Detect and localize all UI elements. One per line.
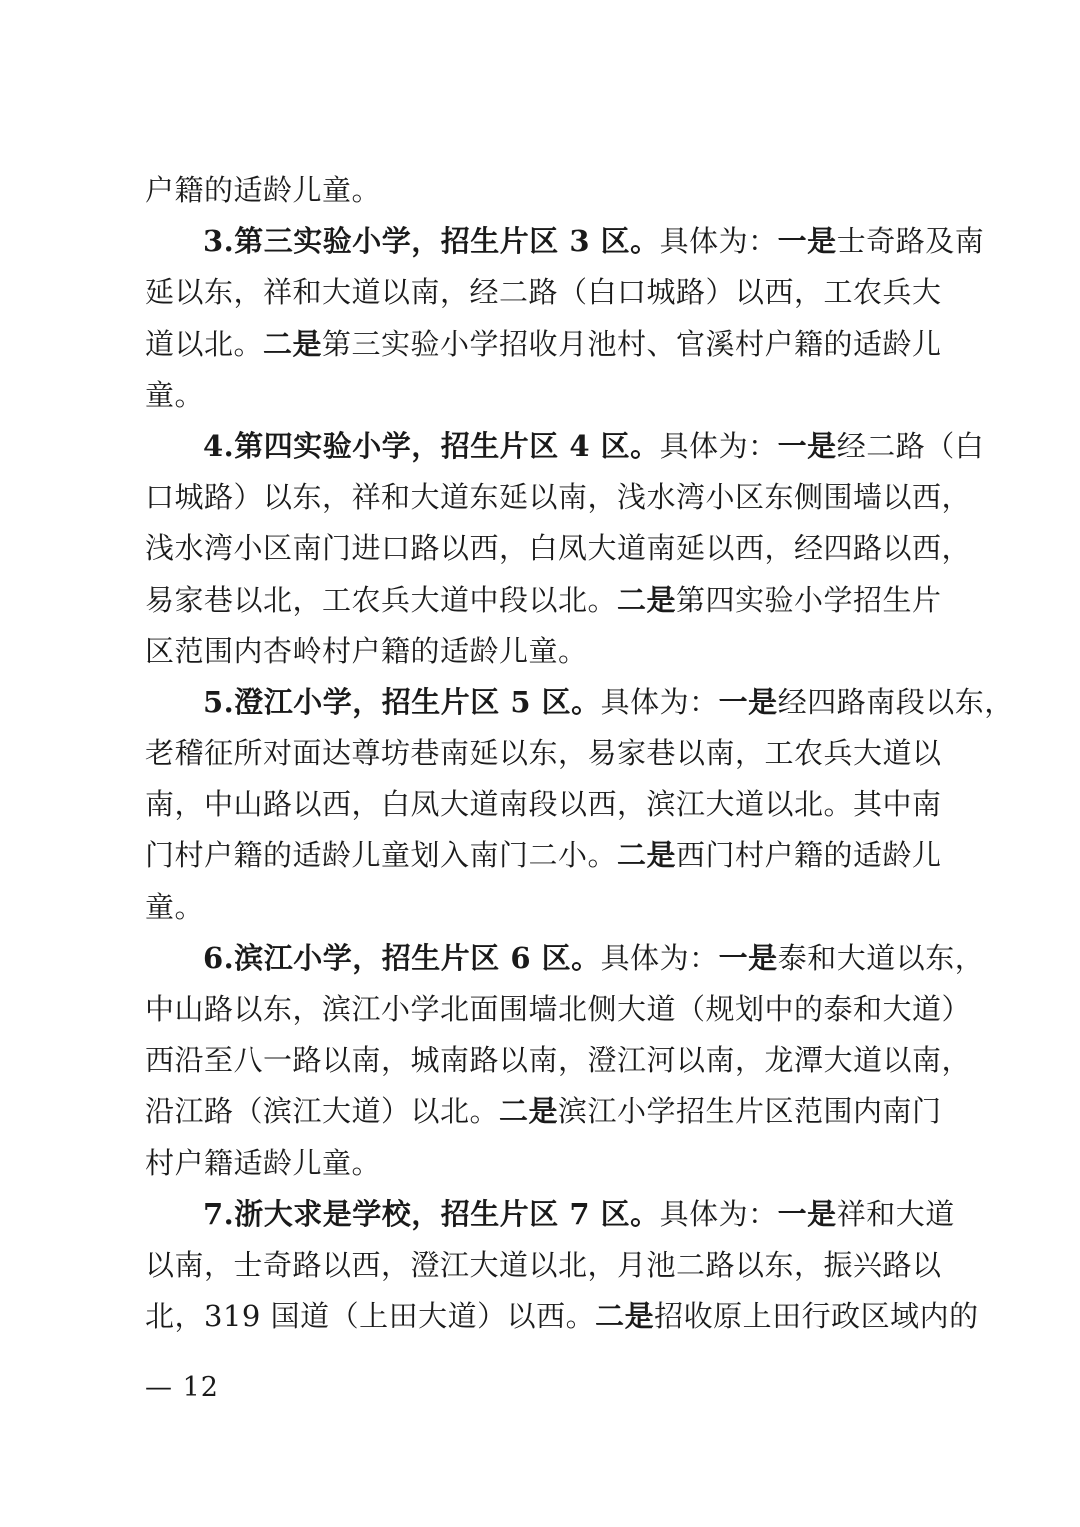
- text-run: 士奇路及南: [836, 224, 985, 259]
- text-run: 户籍的适龄儿童。: [145, 173, 382, 207]
- text-run: 延以东，祥和大道以南，经二路（白口城路）以西，工农兵大: [145, 275, 942, 310]
- document-body: [145, 165, 1014, 1342]
- text-run: 村户籍适龄儿童。: [145, 1145, 382, 1180]
- text-run: 区范围内杏岭村户籍的适龄儿童。: [145, 633, 588, 668]
- text-run: 具体为：: [659, 1196, 778, 1231]
- page-number: — 12: [145, 1372, 219, 1403]
- text-line: [145, 984, 972, 1035]
- text-run: 第四实验小学招生片: [676, 582, 942, 617]
- text-run: 滨江小学招生片区范围内南门: [558, 1094, 942, 1129]
- text-line: [145, 472, 972, 523]
- text-run: 第三实验小学招收月池村、官溪村户籍的适龄儿: [322, 326, 942, 361]
- text-line: [145, 1086, 940, 1137]
- text-run: 沿江路（滨江大道）以北。: [145, 1094, 500, 1129]
- emphasis-run: 一是: [777, 428, 837, 463]
- text-line: [145, 165, 940, 216]
- text-line: [145, 421, 985, 472]
- text-line: [145, 779, 940, 830]
- text-run: 西沿至八一路以南，城南路以南，澄江河以南，龙潭大道以南，: [145, 1043, 972, 1078]
- text-run: 西门村户籍的适龄儿: [676, 838, 942, 873]
- text-run: 浅水湾小区南门进口路以西，白凤大道南延以西，经四路以西，: [145, 531, 972, 566]
- text-run: 童。: [145, 377, 205, 412]
- text-line: [145, 933, 985, 984]
- text-line: [145, 626, 940, 677]
- emphasis-run: 一是: [718, 684, 778, 719]
- text-run: 以南，士奇路以西，澄江大道以北，月池二路以东，振兴路以: [145, 1247, 942, 1282]
- text-run: 南，中山路以西，白凤大道南段以西，滨江大道以北。其中南: [145, 787, 942, 822]
- text-line: [145, 1240, 940, 1291]
- emphasis-run: 一是: [777, 1196, 837, 1231]
- text-run: 具体为：: [600, 684, 719, 719]
- text-line: [145, 728, 940, 779]
- text-run: 口城路）以东，祥和大道东延以南，浅水湾小区东侧围墙以西，: [145, 480, 972, 515]
- text-run: 具体为：: [600, 940, 719, 975]
- emphasis-run: 二是: [617, 582, 677, 617]
- text-run: 具体为：: [659, 224, 778, 259]
- section-heading: 6.滨江小学，招生片区 6 区。: [203, 940, 601, 975]
- text-run: 门村户籍的适龄儿童划入南门二小。: [145, 838, 618, 873]
- text-line: [145, 677, 1014, 728]
- emphasis-run: 一是: [777, 224, 837, 259]
- text-run: 老稽征所对面达尊坊巷南延以东，易家巷以南，工农兵大道以: [145, 736, 942, 771]
- emphasis-run: 二是: [499, 1094, 559, 1129]
- text-line: [145, 267, 940, 318]
- text-run: 经二路（白: [836, 428, 985, 463]
- text-line: [145, 1035, 972, 1086]
- text-line: [145, 882, 940, 933]
- text-line: [145, 830, 940, 881]
- emphasis-run: 二是: [617, 838, 677, 873]
- section-heading: 4.第四实验小学，招生片区 4 区。: [203, 428, 660, 463]
- text-run: 童。: [145, 889, 205, 924]
- text-line: [145, 575, 940, 626]
- text-run: 具体为：: [659, 428, 778, 463]
- text-line: [145, 523, 972, 574]
- text-run: 招收原上田行政区域内的: [654, 1299, 979, 1334]
- emphasis-run: 一是: [718, 940, 778, 975]
- text-run: 祥和大道: [836, 1196, 955, 1231]
- text-line: [145, 216, 985, 267]
- text-run: 经四路南段以东，: [777, 684, 1014, 719]
- emphasis-run: 二是: [263, 326, 323, 361]
- text-line: [145, 1138, 940, 1189]
- text-line: [145, 319, 940, 370]
- emphasis-run: 二是: [595, 1299, 655, 1334]
- text-line: [145, 1291, 979, 1342]
- section-heading: 3.第三实验小学，招生片区 3 区。: [203, 224, 660, 259]
- text-run: 泰和大道以东，: [777, 940, 985, 975]
- section-heading: 7.浙大求是学校，招生片区 7 区。: [203, 1196, 660, 1231]
- text-line: [145, 1189, 955, 1240]
- text-run: 中山路以东，滨江小学北面围墙北侧大道（规划中的泰和大道）: [145, 992, 972, 1026]
- text-run: 北，319 国道（上田大道）以西。: [145, 1299, 596, 1334]
- text-line: [145, 370, 940, 421]
- section-heading: 5.澄江小学，招生片区 5 区。: [203, 684, 601, 719]
- text-run: 易家巷以北，工农兵大道中段以北。: [145, 582, 618, 617]
- text-run: 道以北。: [145, 326, 264, 361]
